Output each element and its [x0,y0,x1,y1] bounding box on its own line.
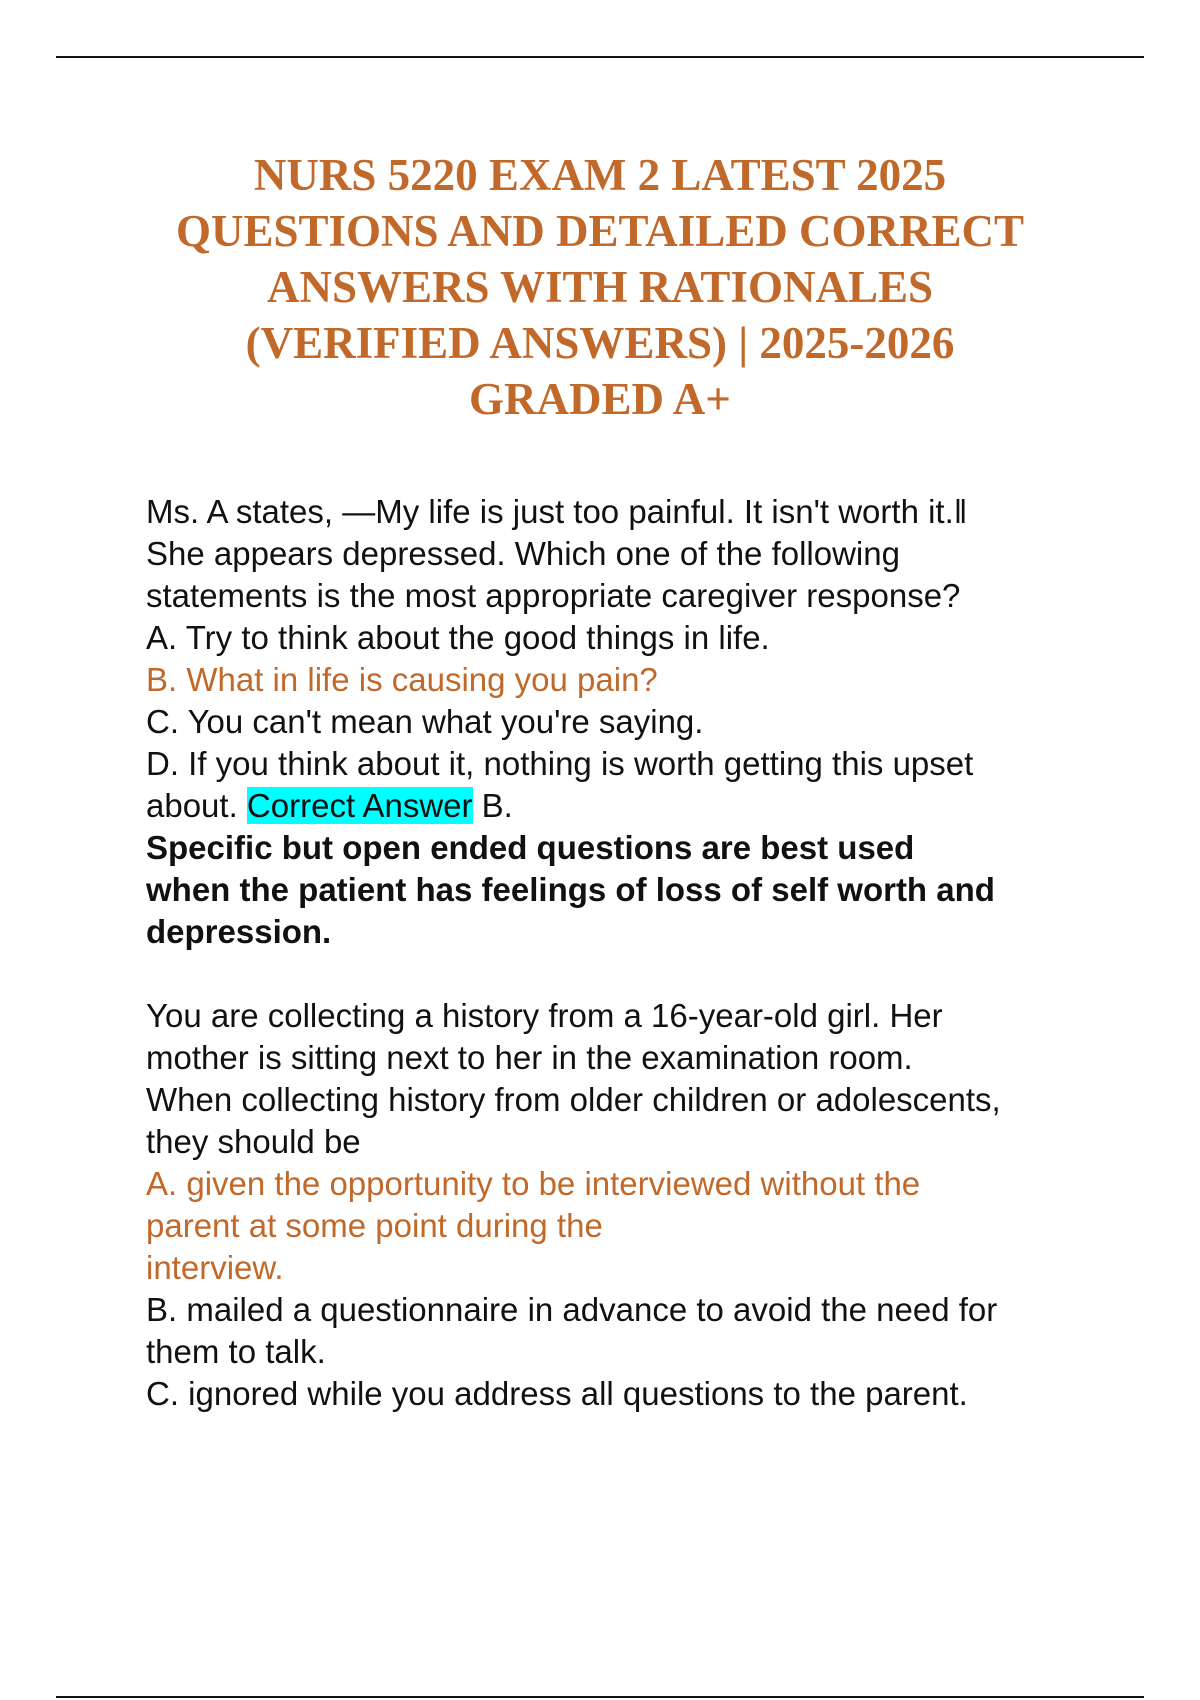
question-block-2 [146,995,1106,1415]
question-stem-line: You are collecting a history from a 16-year-old girl. Her [146,997,943,1034]
option-a: A. Try to think about the good things in life. [146,619,770,656]
question-block-1 [146,491,1106,953]
option-b: B. mailed a questionnaire in advance to avoid the need for [146,1291,998,1328]
rationale-line: Specific but open ended questions are best used [146,829,915,866]
option-a-correct: parent at some point during the [146,1207,603,1244]
question-stem-line: When collecting history from older children or adolescents, [146,1081,1001,1118]
option-a-correct: interview. [146,1249,284,1286]
question-stem-line: statements is the most appropriate caregiver response? [146,577,961,614]
title-line: QUESTIONS AND DETAILED CORRECT [175,206,1025,256]
title-line: NURS 5220 EXAM 2 LATEST 2025 [253,150,947,200]
document-body [146,491,1106,1415]
question-stem-line: She appears depressed. Which one of the following [146,535,900,572]
correct-answer-label: Correct Answer [246,787,473,824]
option-d-continuation [146,785,1106,827]
title-line: GRADED A+ [469,374,731,424]
option-b: them to talk. [146,1333,326,1370]
title-line: ANSWERS WITH RATIONALES [266,262,933,312]
rationale-line: when the patient has feelings of loss of self worth and [146,871,995,908]
option-c: C. ignored while you address all questions to the parent. [146,1375,968,1412]
rationale-line: depression. [146,913,332,950]
question-stem-line: they should be [146,1123,361,1160]
document-title [100,147,1100,427]
option-c: C. You can't mean what you're saying. [146,703,704,740]
bottom-rule [56,1696,1144,1698]
question-stem-line: mother is sitting next to her in the examination room. [146,1039,913,1076]
correct-answer-value: B. [481,787,513,824]
question-stem-line: Ms. A states, —My life is just too painful. It isn't worth it.‖ [146,493,968,530]
top-rule [56,56,1144,58]
option-b-correct: B. What in life is causing you pain? [146,661,658,698]
option-d: D. If you think about it, nothing is worth getting this upset [146,745,974,782]
title-line: (VERIFIED ANSWERS) | 2025-2026 [245,318,955,368]
option-a-correct: A. given the opportunity to be interviewed without the [146,1165,921,1202]
option-d-end: about. [146,787,238,824]
